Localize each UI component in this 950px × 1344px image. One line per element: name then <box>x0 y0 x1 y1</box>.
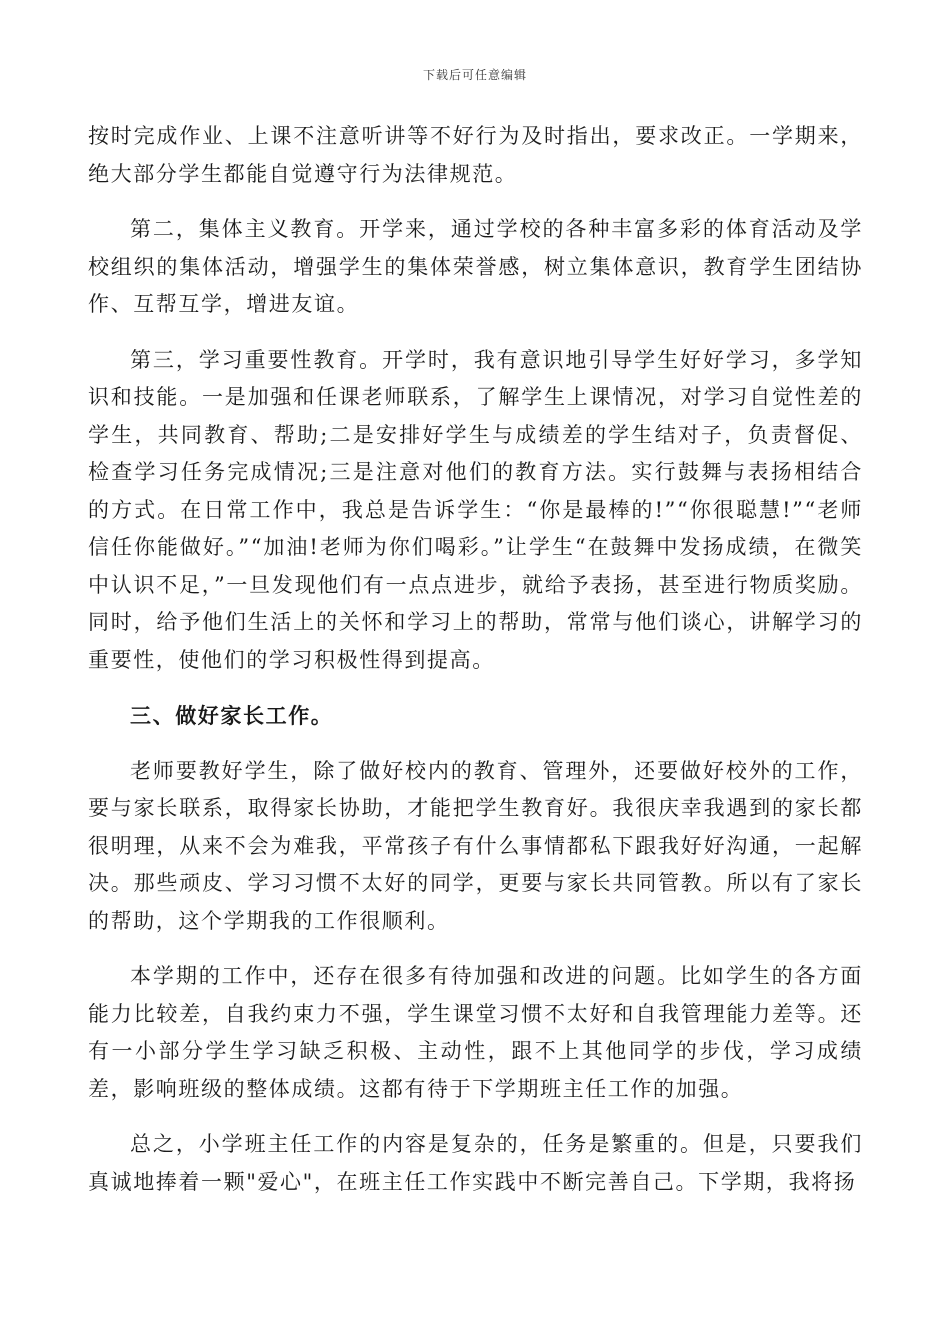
paragraph-continuation: 按时完成作业、上课不注意听讲等不好行为及时指出，要求改正。一学期来，绝大部分学生都能自觉遵守行为法律规范。 <box>88 124 863 186</box>
section-heading-parent-work: 三、做好家长工作。 <box>130 703 334 728</box>
paragraph-study-importance: 第三，学习重要性教育。开学时，我有意识地引导学生好好学习，多学知识和技能。一是加强和任课老师联系，了解学生上课情况，对学习自觉性差的学生，共同教育、帮助;二是安排好学生与成绩差的学生结对子，负责督促、检查学习任务完成情况;三是注意对他们的教育方法。实行鼓舞与表扬相结合的方式。在日常工作中，我总是告诉学生：“你是最棒的!”“你很聪慧!”“老师信任你能做好。”“加油!老师为你们喝彩。”让学生“在鼓舞中发扬成绩，在微笑中认识不足，”一旦发现他们有一点点进步，就给予表扬，甚至进行物质奖励。同时，给予他们生活上的关怀和学习上的帮助，常常与他们谈心，讲解学习的重要性，使他们的学习积极性得到提高。 <box>88 347 863 672</box>
document-body <box>88 118 863 1219</box>
page-header: 下载后可任意编辑 <box>422 68 527 82</box>
paragraph-collective-education: 第二，集体主义教育。开学来，通过学校的各种丰富多彩的体育活动及学校组织的集体活动，增强学生的集体荣誉感，树立集体意识，教育学生团结协作、互帮互学，增进友谊。 <box>88 217 863 316</box>
paragraph-problems: 本学期的工作中，还存在很多有待加强和改进的问题。比如学生的各方面能力比较差，自我约束力不强，学生课堂习惯不太好和自我管理能力差等。还有一小部分学生学习缺乏积极、主动性，跟不上其他同学的步伐，学习成绩差，影响班级的整体成绩。这都有待于下学期班主任工作的加强。 <box>88 964 863 1101</box>
paragraph-parent-contact: 老师要教好学生，除了做好校内的教育、管理外，还要做好校外的工作，要与家长联系，取得家长协助，才能把学生教育好。我很庆幸我遇到的家长都很明理，从来不会为难我，平常孩子有什么事情都私下跟我好好沟通，一起解决。那些顽皮、学习习惯不太好的同学，更要与家长共同管教。所以有了家长的帮助，这个学期我的工作很顺利。 <box>88 758 863 933</box>
paragraph-conclusion: 总之，小学班主任工作的内容是复杂的，任务是繁重的。但是，只要我们真诚地捧着一颗"爱心"，在班主任工作实践中不断完善自己。下学期，我将扬 <box>88 1132 863 1194</box>
